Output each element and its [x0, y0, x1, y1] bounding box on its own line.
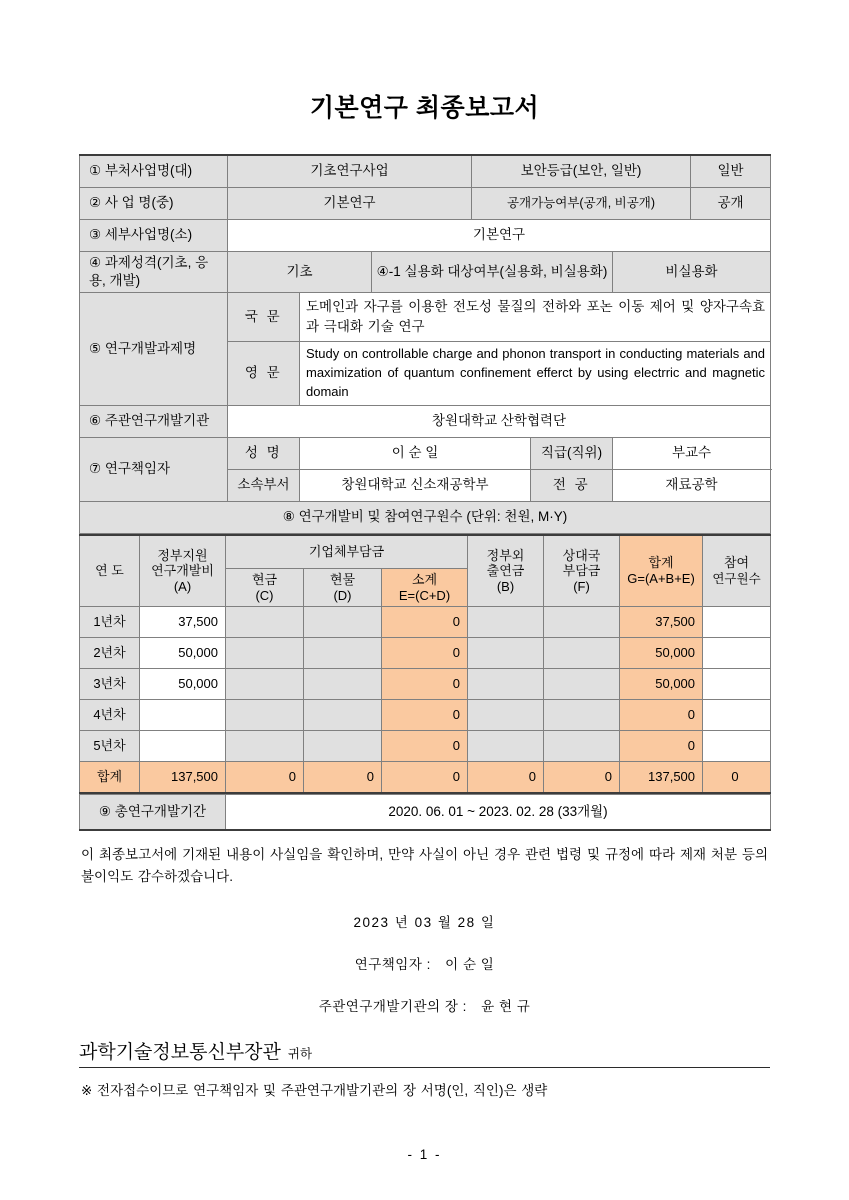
- header-subtotal-l2: E=(C+D): [398, 587, 451, 603]
- row-partner: [544, 638, 620, 669]
- row-nongov: [468, 607, 544, 638]
- period-value: 2020. 06. 01 ~ 2023. 02. 28 (33개월): [226, 795, 771, 831]
- budget-header-row-1: [80, 535, 771, 569]
- table-row: [80, 731, 771, 762]
- info-row-task-nature: [80, 251, 771, 292]
- row1-value: 기초연구사업: [228, 155, 472, 188]
- row5-korean-title: 도메인과 자구를 이용한 전도성 물질의 전하와 포논 이동 제어 및 양자구속효과 극대화 기술 연구: [300, 292, 771, 341]
- row-inkind: [304, 638, 382, 669]
- electronic-submission-note: ※ 전자접수이므로 연구책임자 및 주관연구개발기관의 장 서명(인, 직인)은 생략: [81, 1082, 548, 1098]
- row-nongov: [468, 638, 544, 669]
- row2-disclosure-value: 공개: [691, 187, 771, 219]
- row-subtotal: 0: [382, 731, 468, 762]
- row2-disclosure-label: 공개가능여부(공개, 비공개): [472, 187, 691, 219]
- header-researchers-l2: 연구원수: [712, 571, 761, 586]
- minister-honorific: 귀하: [287, 1046, 313, 1061]
- row7-dept-label: 소속부서: [228, 469, 300, 501]
- row1-security-label: 보안등급(보안, 일반): [472, 155, 691, 188]
- row5-label: ⑤ 연구개발과제명: [80, 292, 228, 405]
- row4-label: ④ 과제성격(기초, 응용, 개발): [80, 251, 228, 292]
- total-gov: 137,500: [140, 762, 226, 794]
- row-researchers: [703, 638, 771, 669]
- row-cash: [226, 700, 304, 731]
- row-nongov: [468, 731, 544, 762]
- row-inkind: [304, 700, 382, 731]
- header-partner: [544, 535, 620, 607]
- header-subtotal: [382, 568, 468, 606]
- row7-position-value: 부교수: [613, 437, 771, 469]
- row1-label: ① 부처사업명(대): [80, 155, 228, 188]
- row-inkind: [304, 607, 382, 638]
- row7-position-label: 직급(직위): [531, 437, 613, 469]
- header-inkind-l2: (D): [333, 587, 352, 603]
- budget-total-row: [80, 762, 771, 794]
- header-partner-l1: 상대국: [562, 547, 601, 563]
- row-researchers: [703, 731, 771, 762]
- info-row-subprogram: [80, 219, 771, 251]
- org-head-label: 주관연구개발기관의 장 :: [318, 998, 467, 1014]
- total-subtotal: 0: [382, 762, 468, 794]
- total-nongov: 0: [468, 762, 544, 794]
- row-nongov: [468, 700, 544, 731]
- org-head-signature-line: [79, 995, 770, 1015]
- confirmation-statement: 이 최종보고서에 기재된 내용이 사실임을 확인하며, 만약 사실이 아닌 경우 관련 법령 및 규정에 따라 제재 처분 등의 불이익도 감수하겠습니다.: [81, 847, 768, 885]
- row5-english-title: Study on controllable charge and phonon transport in conducting materials and maximization of quantum confinement efferct by using electrric and magnetic domain: [300, 341, 771, 405]
- header-total-l1: 합계: [648, 555, 674, 571]
- header-inkind: [304, 568, 382, 606]
- row-researchers: [703, 700, 771, 731]
- total-cash: 0: [226, 762, 304, 794]
- org-head-name: 윤 현 규: [481, 998, 531, 1014]
- row-total: 37,500: [620, 607, 703, 638]
- row7-name-label: 성 명: [228, 437, 300, 469]
- row-subtotal: 0: [382, 669, 468, 700]
- table-row: [80, 607, 771, 638]
- row4-practical-value: 비실용화: [613, 251, 771, 292]
- row-total: 0: [620, 731, 703, 762]
- period-label: ⑨ 총연구개발기간: [80, 795, 226, 831]
- total-inkind: 0: [304, 762, 382, 794]
- row2-value: 기본연구: [228, 187, 472, 219]
- header-gov-support: [140, 535, 226, 607]
- header-partner-l2: 부담금: [562, 563, 601, 579]
- row-subtotal: 0: [382, 607, 468, 638]
- row4-practical-label: ④-1 실용화 대상여부(실용화, 비실용화): [372, 251, 613, 292]
- row7-name-value: 이 순 일: [300, 437, 531, 469]
- budget-caption-row: [80, 501, 771, 533]
- row-partner: [544, 669, 620, 700]
- info-row-program: [80, 187, 771, 219]
- row-year: 4년차: [80, 700, 140, 731]
- table-row: [80, 638, 771, 669]
- header-cash-l2: (C): [255, 587, 274, 603]
- row7-major-value: 재료공학: [613, 469, 771, 501]
- row-inkind: [304, 669, 382, 700]
- row-year: 2년차: [80, 638, 140, 669]
- row-gov: 37,500: [140, 607, 226, 638]
- pi-label: 연구책임자 :: [354, 956, 431, 972]
- header-subtotal-l1: 소계: [411, 571, 438, 587]
- header-nongov-l2: 출연금: [486, 563, 525, 579]
- row-gov: [140, 731, 226, 762]
- row-year: 5년차: [80, 731, 140, 762]
- row3-value: 기본연구: [228, 219, 771, 251]
- row4-value: 기초: [228, 251, 372, 292]
- page-title: 기본연구 최종보고서: [309, 94, 540, 122]
- row-cash: [226, 731, 304, 762]
- pi-signature-line: [79, 953, 770, 973]
- table-row: [80, 700, 771, 731]
- header-cash-l1: 현금: [251, 571, 278, 587]
- signature-block: [79, 911, 770, 1068]
- row-partner: [544, 731, 620, 762]
- header-gov-support-l2: 연구개발비: [151, 563, 214, 579]
- header-cash: [226, 568, 304, 606]
- info-row-host-organization: [80, 405, 771, 437]
- row1-security-value: 일반: [691, 155, 771, 188]
- header-company-group: 기업체부담금: [226, 535, 468, 569]
- row7-major-label: 전 공: [531, 469, 613, 501]
- row-subtotal: 0: [382, 700, 468, 731]
- row7-label: ⑦ 연구책임자: [80, 437, 228, 501]
- row7-dept-value: 창원대학교 신소재공학부: [300, 469, 531, 501]
- row-partner: [544, 607, 620, 638]
- table-row: [80, 669, 771, 700]
- row-partner: [544, 700, 620, 731]
- info-row-title-korean: [80, 292, 771, 341]
- page-number: - 1 -: [407, 1147, 442, 1162]
- row2-label: ② 사 업 명(중): [80, 187, 228, 219]
- signature-date: 2023 년 03 월 28 일: [353, 914, 496, 930]
- row-cash: [226, 669, 304, 700]
- header-researchers: [703, 535, 771, 607]
- row-year: 3년차: [80, 669, 140, 700]
- row-cash: [226, 638, 304, 669]
- period-table: [79, 794, 771, 831]
- header-gov-support-l1: 정부지원: [157, 547, 208, 563]
- total-year: 합계: [80, 762, 140, 794]
- header-researchers-l1: 참여: [723, 555, 750, 571]
- row5-english-label: 영 문: [228, 341, 300, 405]
- total-researchers: 0: [703, 762, 771, 794]
- row-researchers: [703, 607, 771, 638]
- period-row: [80, 795, 771, 831]
- row-subtotal: 0: [382, 638, 468, 669]
- header-total: [620, 535, 703, 607]
- header-inkind-l1: 현물: [329, 571, 356, 587]
- row-total: 0: [620, 700, 703, 731]
- header-total-l2: G=(A+B+E): [627, 571, 695, 587]
- budget-table: [79, 534, 771, 794]
- row-cash: [226, 607, 304, 638]
- row-gov: [140, 700, 226, 731]
- row6-value: 창원대학교 산학협력단: [228, 405, 771, 437]
- header-gov-support-l3: (A): [173, 578, 192, 594]
- header-nongov: [468, 535, 544, 607]
- row-total: 50,000: [620, 669, 703, 700]
- header-nongov-l1: 정부외: [486, 547, 525, 563]
- info-row-ministry-program: [80, 155, 771, 188]
- info-row-pi-name: [80, 437, 771, 469]
- row-nongov: [468, 669, 544, 700]
- row-gov: 50,000: [140, 669, 226, 700]
- row5-korean-label: 국 문: [228, 292, 300, 341]
- header-nongov-l3: (B): [496, 578, 515, 594]
- row-year: 1년차: [80, 607, 140, 638]
- project-info-table: [79, 154, 771, 534]
- total-total: 137,500: [620, 762, 703, 794]
- addressee-row: [79, 1037, 770, 1068]
- row-total: 50,000: [620, 638, 703, 669]
- row-inkind: [304, 731, 382, 762]
- header-year: 연 도: [80, 535, 140, 607]
- total-partner: 0: [544, 762, 620, 794]
- minister-title: 과학기술정보통신부장관: [79, 1041, 281, 1063]
- pi-name: 이 순 일: [445, 956, 495, 972]
- row-researchers: [703, 669, 771, 700]
- row-gov: 50,000: [140, 638, 226, 669]
- header-partner-l3: (F): [573, 578, 590, 594]
- budget-caption: ⑧ 연구개발비 및 참여연구원수 (단위: 천원, M·Y): [80, 501, 771, 533]
- row3-label: ③ 세부사업명(소): [80, 219, 228, 251]
- row6-label: ⑥ 주관연구개발기관: [80, 405, 228, 437]
